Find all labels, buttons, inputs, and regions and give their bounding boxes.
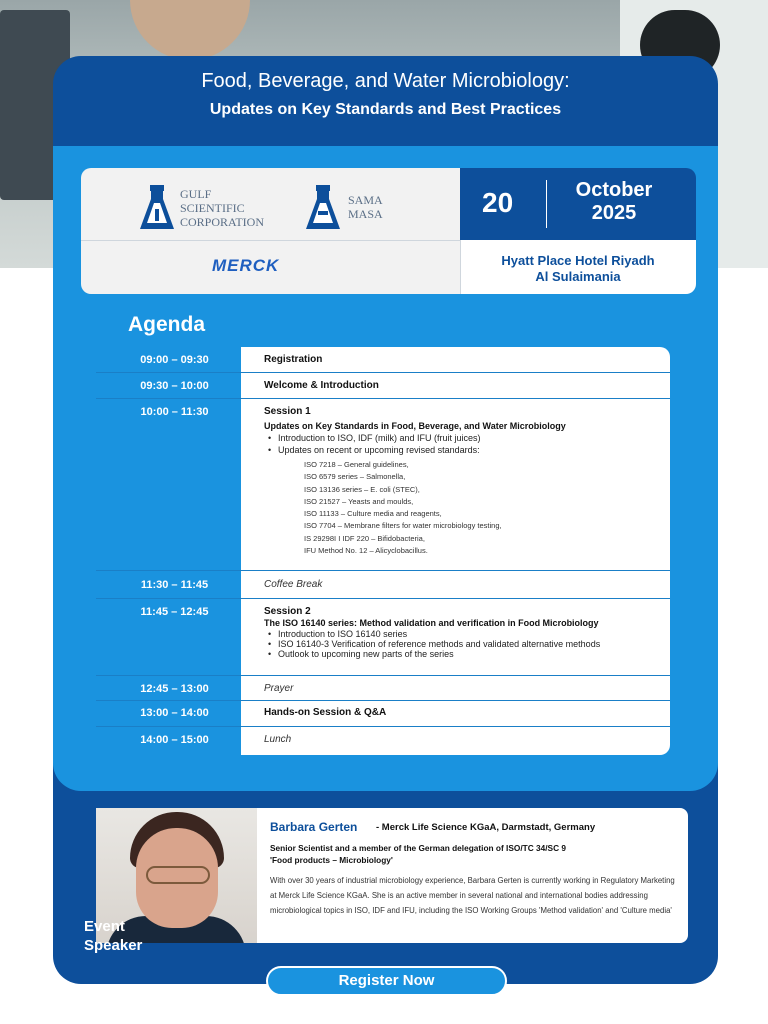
event-speaker-label-2: Speaker <box>84 937 143 954</box>
session-subtitle: Updates on Key Standards in Food, Beverage, and Water Microbiology <box>264 421 566 431</box>
event-month: October <box>575 179 653 201</box>
speaker-bio: With over 30 years of industrial microbiology experience, Barbara Gerten is currently working in Regulatory Marketing at Merck Life Science KGaA. She is an active member in several national and international bodies addressing microbiological topics in ISO, IDF and IFU, including the ISO Working Groups 'Method validation' and 'Culture media' <box>270 876 675 916</box>
gulf-scientific-wordmark <box>180 187 264 229</box>
agenda-row <box>96 399 670 571</box>
sama-masa-wordmark <box>348 193 383 221</box>
speaker-title-line-1: Senior Scientist and a member of the German delegation of ISO/TC 34/SC 9 <box>270 843 566 853</box>
standard-item: ISO 7704 – Membrane filters for water microbiology testing, <box>304 521 502 531</box>
agenda-item-title: Hands-on Session & Q&A <box>264 707 387 718</box>
agenda-item-title: Registration <box>264 354 323 365</box>
gulf-line-3: CORPORATION <box>180 215 265 229</box>
agenda-item-title: Prayer <box>264 683 294 694</box>
logo-divider <box>81 240 460 241</box>
agenda-row <box>96 373 670 399</box>
event-subtitle: Updates on Key Standards and Best Practices <box>209 101 562 118</box>
agenda-item-title: Lunch <box>264 734 292 745</box>
session-1-content <box>264 406 664 557</box>
standard-item: ISO 11133 – Culture media and reagents, <box>304 509 442 519</box>
standard-item: ISO 7218 – General guidelines, <box>304 460 409 469</box>
standard-item: IS 29298I I IDF 220 – Bifidobacteria, <box>304 533 425 543</box>
agenda-row <box>96 701 670 727</box>
agenda-time: 10:00 – 11:30 <box>140 406 209 418</box>
speaker-title <box>270 842 670 866</box>
gulf-flask-icon <box>140 185 174 229</box>
merck-logo: MERCK <box>212 256 280 275</box>
session-bullet: • ISO 16140-3 Verification of reference methods and validated alternative methods <box>264 639 664 649</box>
sama-line-2: MASA <box>348 207 383 221</box>
session-title: Session 2 <box>264 606 311 617</box>
speaker-name: Barbara Gerten <box>270 820 358 834</box>
venue <box>460 253 696 285</box>
agenda-time: 13:00 – 14:00 <box>140 707 209 719</box>
venue-line-2: Al Sulaimania <box>535 269 621 284</box>
agenda-time: 11:30 – 11:45 <box>140 579 209 591</box>
agenda-row <box>96 599 670 676</box>
scientist-figure-shape <box>130 0 250 60</box>
session-2-content <box>264 606 664 659</box>
speaker-affiliation: - Merck Life Science KGaA, Darmstadt, Germany <box>376 822 596 833</box>
session-bullet: • Updates on recent or upcoming revised standards: <box>264 445 664 455</box>
agenda-row <box>96 347 670 373</box>
session-bullet: • Outlook to upcoming new parts of the series <box>264 649 664 659</box>
speaker-glasses-shape <box>146 866 210 884</box>
gulf-line-2: SCIENTIFIC <box>180 201 245 215</box>
speaker-title-line-2: 'Food products – Microbiology' <box>270 855 393 865</box>
sama-flask-icon <box>306 185 340 229</box>
agenda-time: 14:00 – 15:00 <box>140 734 209 746</box>
agenda-item-title: Welcome & Introduction <box>264 380 379 391</box>
date-divider <box>546 180 547 228</box>
agenda-row <box>96 571 670 599</box>
standard-item: ISO 6579 series – Salmonella, <box>304 472 406 482</box>
event-title: Food, Beverage, and Water Microbiology: <box>201 70 570 92</box>
session-title: Session 1 <box>264 406 311 417</box>
event-year: 2025 <box>591 202 637 224</box>
agenda-time: 12:45 – 13:00 <box>140 683 209 695</box>
agenda-item-title: Coffee Break <box>264 579 323 590</box>
agenda-time: 09:00 – 09:30 <box>140 354 209 366</box>
agenda-time: 09:30 – 10:00 <box>140 380 209 392</box>
standard-item: IFU Method No. 12 – Alicyclobacillus. <box>304 546 428 556</box>
agenda-time: 11:45 – 12:45 <box>140 606 209 618</box>
session-bullet: • Introduction to ISO 16140 series <box>264 629 664 639</box>
session-subtitle: The ISO 16140 series: Method validation and verification in Food Microbiology <box>264 618 599 628</box>
agenda-row <box>96 727 670 755</box>
event-speaker-label-1: Event <box>84 918 125 935</box>
event-day: 20 <box>482 187 514 218</box>
event-month-year <box>552 179 676 225</box>
agenda-row <box>96 676 670 701</box>
agenda-table <box>96 347 670 755</box>
venue-line-1: Hyatt Place Hotel Riyadh <box>501 253 655 268</box>
standards-list <box>264 459 664 557</box>
standard-item: ISO 21527 – Yeasts and moulds, <box>304 496 414 506</box>
register-now-button[interactable]: Register Now <box>266 966 507 996</box>
event-speaker-label <box>84 917 142 955</box>
session-bullet: • Introduction to ISO, IDF (milk) and IFU (fruit juices) <box>264 433 664 443</box>
standard-item: ISO 13136 series – E. coli (STEC), <box>304 484 420 494</box>
agenda-heading: Agenda <box>128 313 206 336</box>
gulf-line-1: GULF <box>180 187 212 201</box>
sama-line-1: SAMA <box>348 193 383 207</box>
